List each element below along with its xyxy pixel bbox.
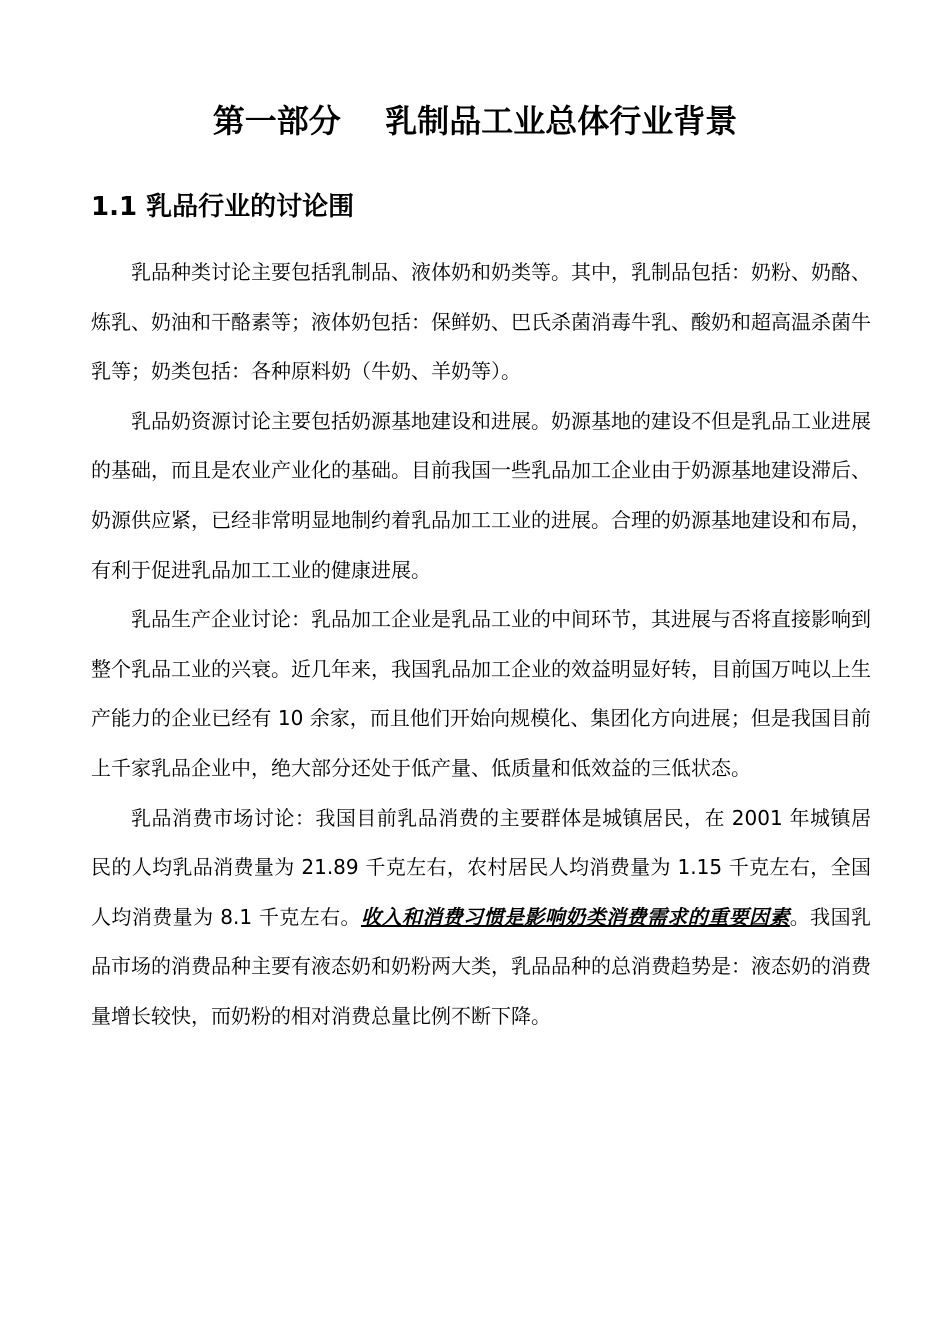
document-title: 第一部分 乳制品工业总体行业背景	[212, 102, 738, 140]
body-text	[91, 248, 871, 1042]
consumer-market-text-before: 乳品消费市场讨论：我国目前乳品消费的主要群体是城镇居民，在 2001 年城镇居民的人均乳品消费量为 21.89 千克左右，农村居民人均消费量为 1.15 千克左右，全国人均消费量为 8.1 千克左右。	[91, 805, 871, 929]
consumer-market-text-after: 。我国乳品市场的消费品种主要有液态奶和奶粉两大类，乳品品种的总消费趋势是：液态奶的消费量增长较快，而奶粉的相对消费总量比例不断下降。	[91, 904, 872, 1028]
emphasized-key-factor: 收入和消费习惯是影响奶类消费需求的重要因素	[360, 904, 790, 929]
paragraph-product-types: 乳品种类讨论主要包括乳制品、液体奶和奶类等。其中，乳制品包括：奶粉、奶酪、炼乳、奶油和干酪素等；液体奶包括：保鲜奶、巴氏杀菌消毒牛乳、酸奶和超高温杀菌牛乳等；奶类包括：各种原料奶（牛奶、羊奶等）。	[91, 260, 871, 384]
section-heading: 1.1 乳品行业的讨论围	[91, 192, 355, 222]
paragraph-consumer-market	[91, 794, 871, 1042]
paragraph-milk-sources: 乳品奶资源讨论主要包括奶源基地建设和进展。奶源基地的建设不但是乳品工业进展的基础，而且是农业产业化的基础。目前我国一些乳品加工企业由于奶源基地建设滞后、奶源供应紧，已经非常明显地制约着乳品加工工业的进展。合理的奶源基地建设和布局，有利于促进乳品加工工业的健康进展。	[91, 408, 871, 582]
paragraph-production-enterprises: 乳品生产企业讨论：乳品加工企业是乳品工业的中间环节，其进展与否将直接影响到整个乳品工业的兴衰。近几年来，我国乳品加工企业的效益明显好转，目前国万吨以上生产能力的企业已经有 10 余家，而且他们开始向规模化、集团化方向进展；但是我国目前上千家乳品企业中，绝大部分还处于低产量、低质量和低效益的三低状态。	[91, 607, 871, 780]
